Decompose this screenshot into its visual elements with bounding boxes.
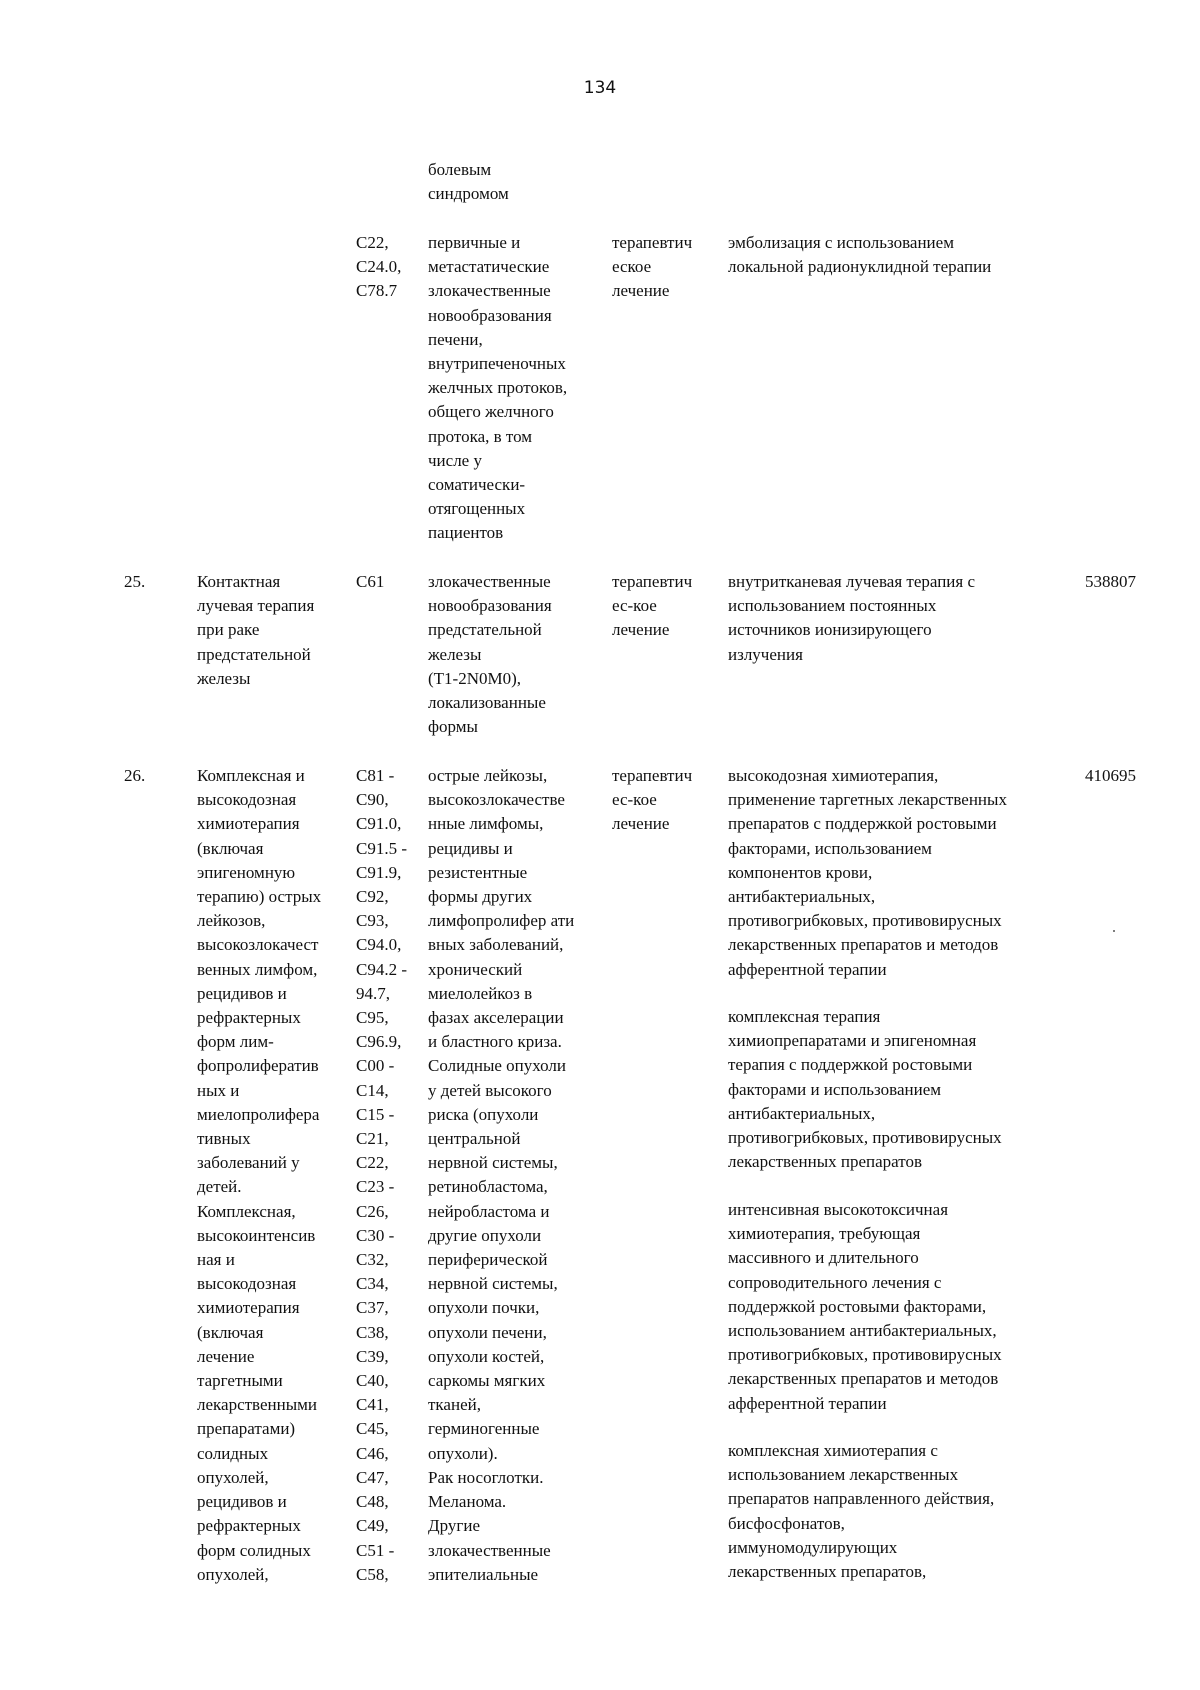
care-type-name: Контактная лучевая терапия при раке предстательной железы <box>197 572 315 688</box>
patient-model: острые лейкозы, высокозлокачестве нные лимфомы, рецидивы и резистентные формы других лимфопролифер ати вных заболеваний, хронический миелолейкоз в фазах акселерации и бластного криза. Солидные опухоли у детей высокого риска (опухоли центральной нервной системы, ретинобластома, нейробластома и другие опухоли периферической нервной системы, опухоли почки, опухоли печени, опухоли костей, саркомы мягких тканей, герминогенные опухоли). Рак носоглотки. Меланома. Другие злокачественные эпителиальные <box>428 766 575 1584</box>
icd-codes: C81 - C90, C91.0, C91.5 - C91.9, C92, C93, C94.0, C94.2 - 94.7, C95, C96.9, C00 - C14, C15 - C21, C22, C23 - C26, C30 - C32, C34, C37, C38, C39, C40, C41, C45, C46, C47, C48, C49, C51 - C58, <box>356 766 407 1584</box>
treatment-method-3: интенсивная высокотоксичная химиотерапия, требующая массивного и длительного сопроводительного лечения с поддержкой ростовыми факторами, использованием антибактериальных, противогрибковых, противовирусных лекарственных препаратов и методов афферентной терапии <box>728 1200 1002 1413</box>
treatment-type: терапевтич ес-кое лечение <box>612 572 693 640</box>
page-number: 134 <box>583 78 617 98</box>
treatment-type: терапевтич еское лечение <box>612 233 693 301</box>
cost-value: 410695 <box>1085 766 1136 785</box>
treatment-method: внутритканевая лучевая терапия с использованием постоянных источников ионизирующего излучения <box>728 572 975 664</box>
treatment-method: эмболизация с использованием локальной радионуклидной терапии <box>728 233 992 277</box>
cost-value: 538807 <box>1085 572 1136 591</box>
treatment-method-2: комплексная терапия химиопрепаратами и эпигеномная терапия с поддержкой ростовыми факторами и использованием антибактериальных, противогрибковых, противовирусных лекарственных препаратов <box>728 1007 1002 1172</box>
scan-speck <box>1113 930 1115 932</box>
treatment-type: терапевтич ес-кое лечение <box>612 766 693 834</box>
patient-model: злокачественные новообразования предстательной железы (T1-2N0M0), локализованные формы <box>428 572 552 737</box>
treatment-method-1: высокодозная химиотерапия, применение таргетных лекарственных препаратов с поддержкой ростовыми факторами, использованием компонентов крови, антибактериальных, противогрибковых, противовирусных лекарственных препаратов и методов афферентной терапии <box>728 766 1007 979</box>
care-type-name: Комплексная и высокодозная химиотерапия (включая эпигеномную терапию) острых лейкозов, высокозлокачест венных лимфом, рецидивов и рефрактерных форм лим- фопролифератив ных и миелопролифера тивных заболеваний у детей. Комплексная, высокоинтенсив ная и высокодозная химиотерапия (включая лечение таргетными лекарственными препаратами) солидных опухолей, рецидивов и рефрактерных форм солидных опухолей, <box>197 766 322 1584</box>
patient-model: первичные и метастатические злокачественные новообразования печени, внутрипеченочных желчных протоков, общего желчного протока, в том числе у соматически- отягощенных пациентов <box>428 233 568 543</box>
row-number: 26. <box>124 766 146 785</box>
icd-codes: C22, C24.0, C78.7 <box>356 233 402 301</box>
model-continuation: болевым синдромом <box>428 160 509 204</box>
row-number: 25. <box>124 572 146 591</box>
treatment-method-4: комплексная химиотерапия с использованием лекарственных препаратов направленного действия, бисфосфонатов, иммуномодулирующих лекарственных препаратов, <box>728 1441 995 1582</box>
icd-codes: C61 <box>356 572 385 591</box>
